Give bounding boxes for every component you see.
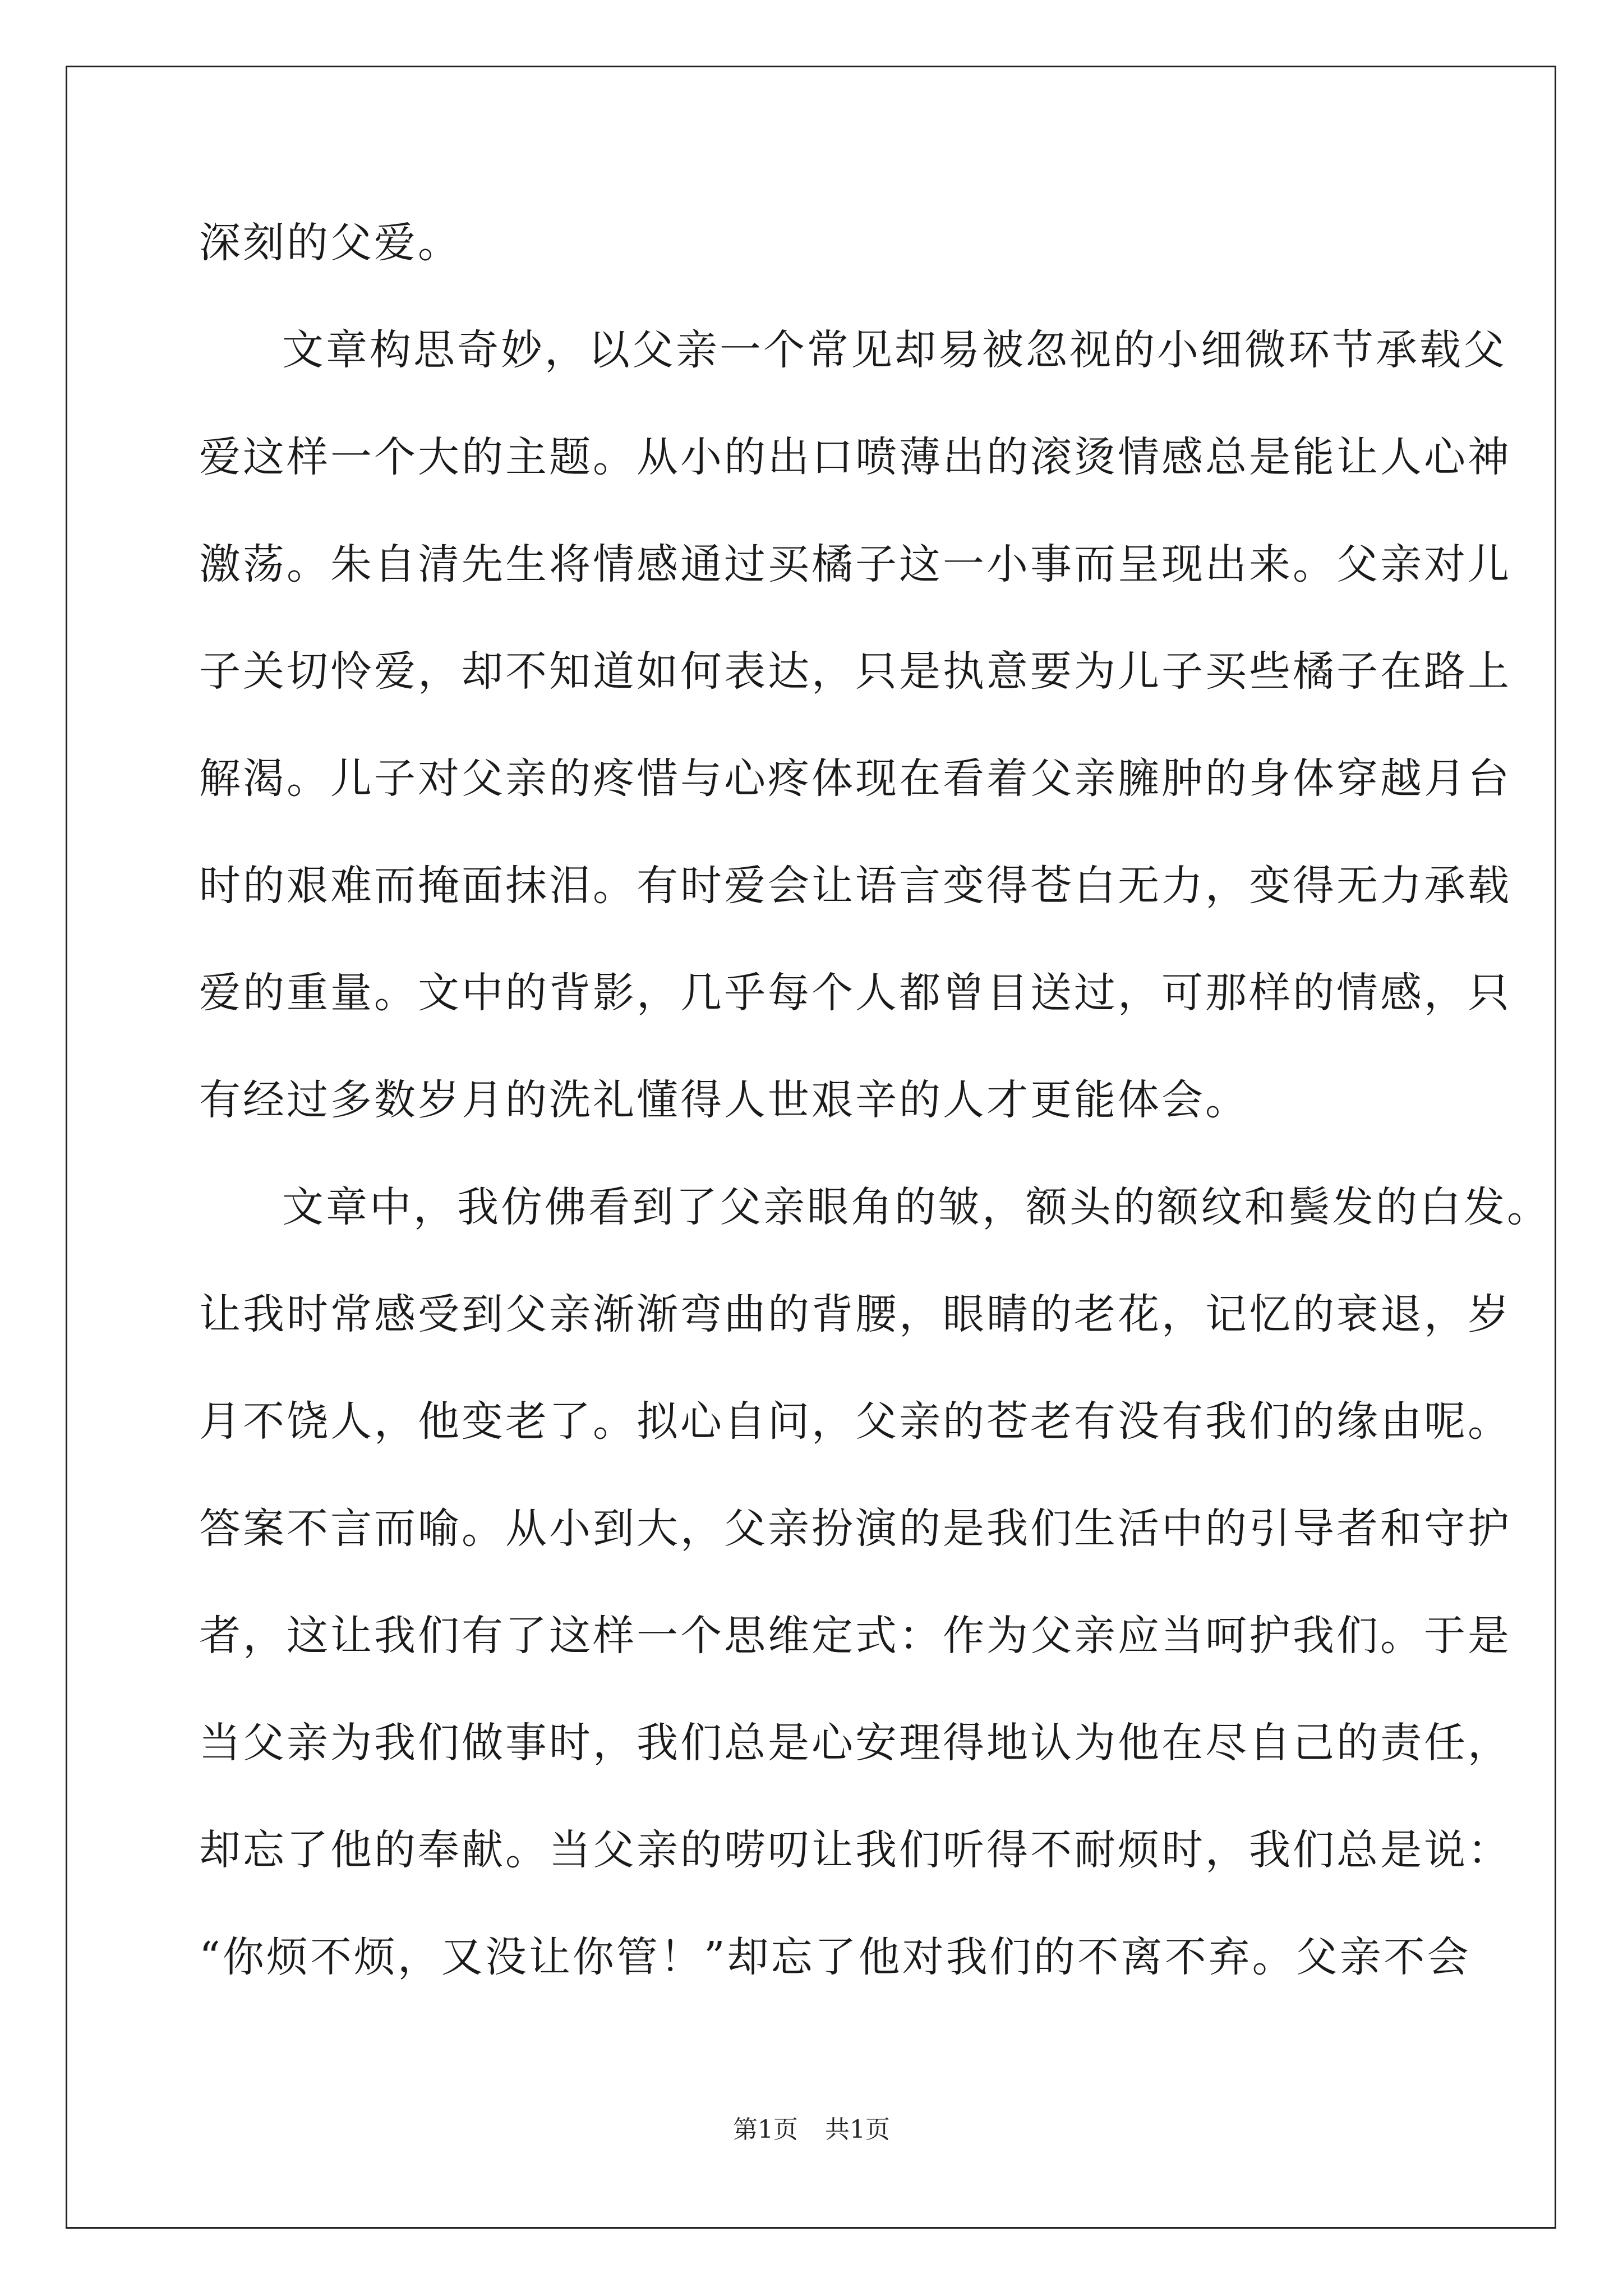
text-line: 月不饶人，他变老了。拟心自问，父亲的苍老有没有我们的缘由呢。 (199, 1397, 1511, 1446)
text-line: 激荡。朱自清先生将情感通过买橘子这一小事而呈现出来。父亲对儿 (199, 540, 1511, 588)
text-line: 解渴。儿子对父亲的疼惜与心疼体现在看着父亲臃肿的身体穿越月台 (199, 754, 1511, 803)
page-footer (0, 2109, 1623, 2145)
text-line: 时的艰难而掩面抹泪。有时爱会让语言变得苍白无力，变得无力承载 (199, 862, 1511, 910)
text-line: 当父亲为我们做事时，我们总是心安理得地认为他在尽自己的责任， (199, 1719, 1511, 1767)
text-line: 让我时常感受到父亲渐渐弯曲的背腰，眼睛的老花，记忆的衰退，岁 (199, 1290, 1511, 1338)
document-body (199, 219, 1551, 2041)
text-line: “你烦不烦，又没让你管！”却忘了他对我们的不离不弃。父亲不会 (199, 1933, 1471, 1981)
text-line: 子关切怜爱，却不知道如何表达，只是执意要为儿子买些橘子在路上 (199, 647, 1511, 696)
paragraph-start-line: 文章构思奇妙，以父亲一个常见却易被忽视的小细微环节承载父 (282, 326, 1507, 374)
text-line: 爱这样一个大的主题。从小的出口喷薄出的滚烫情感总是能让人心神 (199, 433, 1511, 481)
text-line: 有经过多数岁月的洗礼懂得人世艰辛的人才更能体会。 (199, 1076, 1249, 1124)
text-line: 答案不言而喻。从小到大，父亲扮演的是我们生活中的引导者和守护 (199, 1504, 1511, 1553)
page-total: 共1页 (825, 2115, 890, 2144)
text-line: 深刻的父爱。 (199, 219, 462, 267)
page-number: 第1页 (733, 2115, 798, 2144)
paragraph-start-line: 文章中，我仿佛看到了父亲眼角的皱，额头的额纹和鬓发的白发。 (282, 1183, 1551, 1231)
text-line: 却忘了他的奉献。当父亲的唠叨让我们听得不耐烦时，我们总是说： (199, 1826, 1511, 1874)
text-line: 爱的重量。文中的背影，几乎每个人都曾目送过，可那样的情感，只 (199, 969, 1511, 1017)
text-line: 者，这让我们有了这样一个思维定式：作为父亲应当呵护我们。于是 (199, 1612, 1511, 1660)
